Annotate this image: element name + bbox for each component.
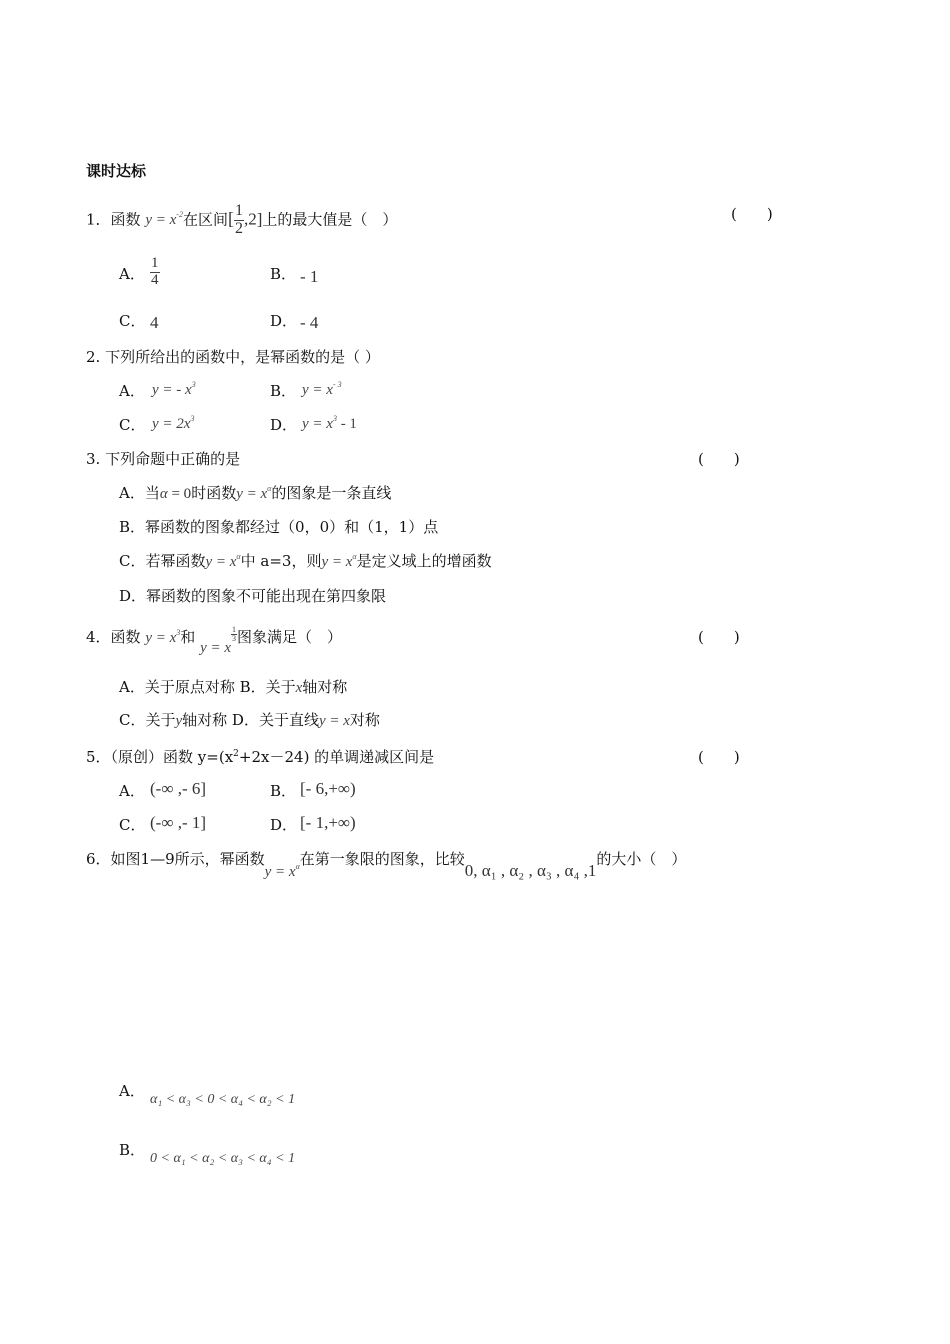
q5-text-post: +2x－24) 的单调递减区间是 — [238, 748, 435, 766]
q3-option-b: B．幂函数的图象都经过（0，0）和（1，1）点 — [119, 518, 439, 536]
q1-fraction — [234, 203, 244, 238]
q1-function — [145, 212, 183, 228]
q1-pre: 函数 — [110, 210, 141, 229]
q3-option-a — [119, 482, 391, 503]
question-1 — [86, 203, 397, 238]
q5-text-pre: 5．（原创）函数 y=(x — [86, 748, 234, 766]
q4-ab-var: x — [295, 680, 303, 696]
q6-pre: 如图1—9所示，幂函数 — [110, 850, 265, 868]
q1-expr: y = x — [145, 212, 177, 229]
q4-cd-text-b: 轴对称 D．关于直线 — [182, 711, 319, 729]
q5-text-sup: 2 — [233, 749, 239, 759]
q1-option-a-fraction — [150, 256, 160, 289]
q6-expr: y = x — [264, 864, 296, 880]
q6-option-a-label: A． — [119, 1082, 145, 1100]
q2-c-base: y = 2x — [152, 416, 191, 432]
q5-option-b-value: [- 6,+∞) — [300, 779, 356, 798]
q2-option-b-expr — [302, 380, 342, 399]
q1-a-num: 1 — [151, 255, 159, 271]
q6-option-b-label: B． — [119, 1141, 146, 1159]
q2-d-tail: - 1 — [336, 416, 357, 432]
q1-number: 1． — [86, 210, 111, 229]
q2-a-exp: 3 — [191, 380, 196, 389]
q4-post: 图象满足（ ） — [237, 628, 343, 646]
q3-a-expr: y = x — [236, 486, 268, 502]
q2-b-base: y = x — [302, 382, 333, 398]
q4-ab-text-b: 轴对称 — [302, 678, 348, 696]
q1-option-a-label: A． — [119, 265, 145, 283]
q4-mid: 和 — [180, 628, 196, 646]
q3-c-mid: 中 a=3，则 — [240, 552, 322, 570]
q4-exp2-fraction — [231, 626, 237, 644]
q1-frac-num: 1 — [234, 202, 243, 219]
q1-a-den: 4 — [151, 271, 159, 288]
q5-option-d-label: D． — [270, 816, 298, 834]
q4-expr1: y = x — [145, 630, 177, 646]
q3-c-post: 是定义域上的增函数 — [356, 552, 492, 570]
q5-option-c-value: (-∞ ,- 1] — [150, 813, 207, 832]
q1-exponent: -2 — [176, 210, 183, 220]
q1-option-c-value: 4 — [150, 313, 159, 332]
q2-option-d-label: D． — [270, 416, 298, 434]
q3-c-expr2: y = x — [321, 554, 353, 570]
q3-c-expr: y = x — [205, 554, 237, 570]
q3-c-exp2: α — [352, 552, 357, 561]
question-3: 3. 下列命题中正确的是 — [86, 450, 241, 468]
q3-a-label: A．当 — [119, 484, 160, 502]
q5-option-a-value: (-∞ ,- 6] — [150, 779, 207, 798]
q3-c-function2 — [321, 554, 356, 570]
q3-answer-paren: ( ) — [698, 450, 740, 468]
q1-option-d-label: D． — [270, 312, 298, 330]
question-4 — [86, 624, 343, 656]
q5-option-b-label: B． — [270, 782, 297, 800]
q3-option-d: D．幂函数的图象不可能出现在第四象限 — [119, 587, 387, 605]
q4-exp2-den: 3 — [232, 634, 237, 644]
q3-c-label: C．若幂函数 — [119, 552, 206, 570]
q4-cd-text: C．关于 — [119, 711, 176, 729]
q1-option-d-value: - 4 — [300, 313, 319, 332]
q1-frac-den: 2 — [234, 219, 243, 237]
q2-option-c-expr — [152, 414, 194, 433]
q1-mid: 在区间 — [182, 210, 228, 229]
q3-a-eq: = 0 — [167, 486, 192, 502]
q6-exp: α — [295, 862, 300, 871]
q3-a-function — [236, 486, 271, 502]
q6-mid: 在第一象限的图象，比较 — [299, 850, 465, 868]
q3-a-alpha: α — [159, 486, 168, 502]
q4-function-1 — [145, 630, 180, 646]
question-5 — [86, 746, 434, 767]
q4-cd-var: y — [175, 713, 183, 729]
q2-option-a-label: A． — [119, 382, 145, 400]
q1-bracket-rest: ,2] — [243, 209, 263, 229]
q2-b-exp: - 3 — [332, 380, 342, 389]
q6-option-a-expr: α₁ < α₃ < 0 < α₄ < α₂ < 1 — [150, 1092, 296, 1107]
q4-answer-paren: ( ) — [698, 628, 740, 646]
q6-option-b-expr: 0 < α₁ < α₂ < α₃ < α₄ < 1 — [150, 1151, 296, 1166]
q2-option-c-label: C． — [119, 416, 146, 434]
q2-d-exp: 3 — [332, 414, 337, 423]
q2-a-base: y = - x — [152, 382, 192, 398]
q5-option-c-label: C． — [119, 816, 146, 834]
q2-option-a-expr — [152, 380, 196, 399]
section-title: 课时达标 — [86, 162, 147, 180]
q1-option-c-label: C． — [119, 312, 146, 330]
q4-pre: 函数 — [110, 628, 141, 646]
q3-a-exp: α — [267, 484, 272, 493]
q4-ab-text: A．关于原点对称 B．关于 — [119, 678, 296, 696]
q5-answer-paren: ( ) — [698, 748, 740, 766]
q2-c-exp: 3 — [190, 414, 195, 423]
q1-option-b-label: B． — [270, 265, 297, 283]
q2-option-b-label: B． — [270, 382, 297, 400]
question-6 — [86, 848, 687, 880]
q6-function — [265, 864, 300, 880]
q3-a-mid: 时函数 — [191, 484, 237, 502]
q1-post: 上的最大值是（ ） — [262, 210, 398, 229]
q4-cd-text-c: 对称 — [349, 711, 380, 729]
q3-a-post: 的图象是一条直线 — [271, 484, 392, 502]
question-2: 2. 下列所给出的函数中，是幂函数的是（ ） — [86, 348, 380, 366]
q4-exp2-num: 1 — [232, 624, 237, 634]
q5-option-d-value: [- 1,+∞) — [300, 813, 356, 832]
q6-alpha-list: 0, α₁ , α₂ , α₃ , α₄ ,1 — [464, 861, 597, 880]
q3-c-function — [205, 554, 240, 570]
q1-option-b-value: - 1 — [300, 267, 319, 286]
q4-number: 4． — [86, 628, 111, 646]
q4-cd-expr: y = x — [318, 713, 350, 729]
q4-expr2: y = x — [200, 640, 232, 656]
q4-options-cd — [119, 709, 380, 730]
q5-option-a-label: A． — [119, 782, 145, 800]
q2-option-d-expr — [302, 414, 357, 433]
q1-bracket-open: [ — [227, 208, 234, 229]
q3-c-exp: α — [236, 552, 241, 561]
q3-option-c — [119, 550, 492, 571]
q2-d-base: y = x — [302, 416, 333, 432]
q4-options-ab — [119, 676, 347, 697]
q6-number: 6． — [86, 850, 111, 868]
q4-exp1: 3 — [176, 628, 181, 637]
q6-post: 的大小（ ） — [596, 850, 687, 868]
q4-function-2 — [200, 624, 237, 656]
q1-answer-paren: ( ) — [731, 205, 773, 223]
